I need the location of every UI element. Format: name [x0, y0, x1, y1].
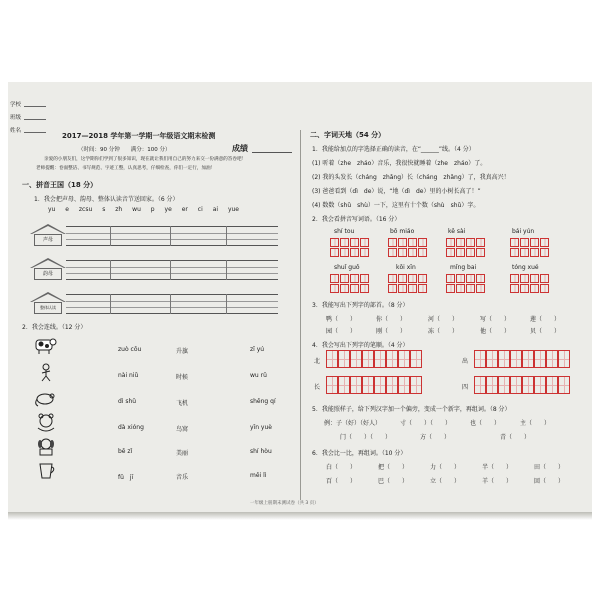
writing-grid-4[interactable]: [510, 238, 550, 247]
s2-q5-item-3: 主（ ）: [520, 420, 551, 427]
pinyin-word-2: bō miáo: [390, 228, 415, 235]
word-b-1: 升旗: [176, 348, 189, 355]
pinyin-word-1: shí tou: [334, 228, 355, 235]
compare-1: 白（ ）: [326, 464, 357, 471]
writing-grid-4b[interactable]: [510, 248, 550, 257]
s2-q5-item-2: 也（ ）: [470, 420, 501, 427]
child-picture: [34, 362, 58, 382]
writing-grid-3b[interactable]: [446, 248, 486, 257]
radical-3: 河（ ）: [428, 316, 459, 323]
compare-9: 羊（ ）: [482, 478, 513, 485]
radical-8: 冻（ ）: [428, 328, 459, 335]
writing-grid-2[interactable]: [388, 238, 428, 247]
ruled-lines-1: [66, 226, 278, 246]
word-b-6: 音乐: [176, 474, 189, 481]
s2-q5-title: 5．我能照样子，给下列汉字加一个偏旁，变成一个新字，再组词。（8 分）: [312, 406, 511, 413]
writing-grid-1b[interactable]: [330, 248, 370, 257]
stroke-char-3: 长: [314, 384, 321, 391]
column-divider: [300, 130, 301, 500]
s2-q1-title: 1．我能给加点的字选择正确的读音，在“______”线。（4 分）: [312, 146, 475, 153]
pinyin-c-6: měi lì: [250, 472, 267, 479]
radical-10: 贝（ ）: [530, 328, 561, 335]
s2-q6-title: 6．我会比一比，再组词。（10 分）: [312, 450, 407, 457]
pinyin-a-3: dì shǔ: [118, 398, 137, 405]
s2-q3-title: 3．我能写出下列字的部首。（8 分）: [312, 302, 409, 309]
side-label-class: 班级: [10, 115, 22, 121]
pinyin-word-5: shuǐ guǒ: [334, 264, 360, 271]
radical-6: 园（ ）: [326, 328, 357, 335]
writing-grid-1[interactable]: [330, 238, 370, 247]
section2-title: 二、字词天地（54 分）: [310, 131, 386, 139]
pinyin-a-1: zuò cōu: [118, 346, 142, 353]
dog-picture: [34, 436, 58, 456]
pinyin-c-4: yīn yuè: [250, 424, 272, 431]
writing-grid-7[interactable]: [446, 274, 486, 283]
writing-grid-5[interactable]: [330, 274, 370, 283]
pinyin-c-1: zī yú: [250, 346, 265, 353]
s1-q1-title: 1．我会把声母、韵母、整体认读音节送回家。（6 分）: [34, 196, 179, 203]
s2-q1-line-2: (2) 我的头发长（cháng zhǎng）长（cháng zhǎng）了，我真高兴！: [312, 174, 510, 181]
radical-7: 刚（ ）: [376, 328, 407, 335]
radical-2: 你（ ）: [376, 316, 407, 323]
pinyin-a-6: fǔ jī: [118, 474, 134, 481]
page-footer: 一年级上册期末测试卷（共 3 页）: [250, 501, 319, 506]
stroke-grid-2[interactable]: [474, 350, 570, 368]
exam-intro: 亲爱的小朋友们，这学期你们学到了很多知识，现在就让我们用自己的努力来交一份满意的答卷吧！: [44, 157, 247, 162]
word-b-4: 鸟窝: [176, 426, 189, 433]
pinyin-c-3: shēng qí: [250, 398, 276, 405]
s1-q2-title: 2．我会连线。（12 分）: [22, 324, 87, 331]
exam-title: 2017—2018 学年第一学期一年级语文期末检测: [62, 132, 216, 140]
word-b-5: 美丽: [176, 450, 189, 457]
exam-intro-2: 老师提醒：卷面整洁、书写规范、字迹工整，认真思考，仔细检查，你们一定行，加油！: [36, 166, 216, 171]
side-label-school: 学校: [10, 102, 22, 108]
score-blank: [252, 152, 292, 153]
compare-7: 巴（ ）: [378, 478, 409, 485]
compare-6: 百（ ）: [326, 478, 357, 485]
compare-2: 把（ ）: [378, 464, 409, 471]
pinyin-word-3: kě sài: [448, 228, 466, 235]
pinyin-c-5: shí hòu: [250, 448, 272, 455]
pinyin-a-5: bē zǐ: [118, 448, 133, 455]
side-label-name: 姓名: [10, 128, 22, 134]
s2-q2-title: 2．我会看拼音写词语。（16 分）: [312, 216, 401, 223]
writing-grid-3[interactable]: [446, 238, 486, 247]
s2-q1-line-4: (4) 数数（shǔ shù）一下，这里有十个数（shù shǔ）字。: [312, 202, 480, 209]
cup-picture: [34, 460, 58, 480]
compare-4: 半（ ）: [482, 464, 513, 471]
pinyin-word-4: bái yún: [512, 228, 535, 235]
stroke-grid-4[interactable]: [474, 376, 570, 394]
s2-q4-title: 4．我会写出下列字的笔顺。（4 分）: [312, 342, 409, 349]
syllable-list: yu e zcsu s zh wu p ye er ci ai yue: [48, 206, 239, 213]
radical-1: 鸭（ ）: [326, 316, 357, 323]
cow-picture: [34, 336, 58, 356]
pinyin-word-6: kōi xīn: [396, 264, 416, 271]
compare-8: 立（ ）: [430, 478, 461, 485]
stroke-char-4: 四: [462, 384, 469, 391]
mouse-picture: [34, 388, 58, 408]
writing-grid-8[interactable]: [510, 274, 550, 283]
compare-10: 回（ ）: [534, 478, 565, 485]
radical-4: 写（ ）: [480, 316, 511, 323]
s2-q5-example: 例：子（好）（好人）: [324, 420, 382, 427]
blank-line: [24, 106, 46, 107]
writing-grid-6b[interactable]: [388, 284, 428, 293]
paper-shadow: [8, 512, 592, 520]
section1-title: 一、拼音王国（18 分）: [22, 181, 98, 189]
blank-line: [24, 132, 46, 133]
stroke-grid-1[interactable]: [326, 350, 422, 368]
pinyin-a-2: nài niǔ: [118, 372, 139, 379]
writing-grid-5b[interactable]: [330, 284, 370, 293]
exam-info: （时间：90 分钟 满分：100 分）: [78, 147, 171, 153]
stroke-grid-3[interactable]: [326, 376, 422, 394]
stroke-char-2: 出: [462, 358, 469, 365]
score-label: 成绩: [232, 144, 248, 153]
writing-grid-8b[interactable]: [510, 284, 550, 293]
word-b-2: 时候: [176, 374, 189, 381]
stroke-char-1: 北: [314, 358, 321, 365]
writing-grid-7b[interactable]: [446, 284, 486, 293]
s2-q5-item-6: 青（ ）: [500, 434, 531, 441]
ruled-lines-3: [66, 294, 278, 314]
radical-9: 他（ ）: [480, 328, 511, 335]
writing-grid-6[interactable]: [388, 274, 428, 283]
s2-q1-line-3: (3) 爸爸看到（dì de）说，“地（dì de）里的小树长高了！”: [312, 188, 481, 195]
s2-q1-line-1: (1) 听着（zhe zháo）音乐，我很快就睡着（zhe zháo）了。: [312, 160, 487, 167]
pinyin-c-2: wu rǔ: [250, 372, 267, 379]
writing-grid-2b[interactable]: [388, 248, 428, 257]
s2-q5-item-1: 寸（ ）（ ）: [400, 420, 452, 427]
compare-3: 力（ ）: [430, 464, 461, 471]
pinyin-a-4: dà xióng: [118, 424, 144, 431]
pinyin-word-7: mǐng bai: [450, 264, 477, 271]
radical-5: 莲（ ）: [530, 316, 561, 323]
word-b-3: 飞机: [176, 400, 189, 407]
blank-line: [24, 119, 46, 120]
compare-5: 田（ ）: [534, 464, 565, 471]
s2-q5-item-5: 方（ ）: [420, 434, 451, 441]
s2-q5-item-4: 门（ ）（ ）: [340, 434, 392, 441]
bear-picture: [34, 412, 58, 432]
ruled-lines-2: [66, 260, 278, 280]
pinyin-word-8: tóng xué: [512, 264, 539, 271]
